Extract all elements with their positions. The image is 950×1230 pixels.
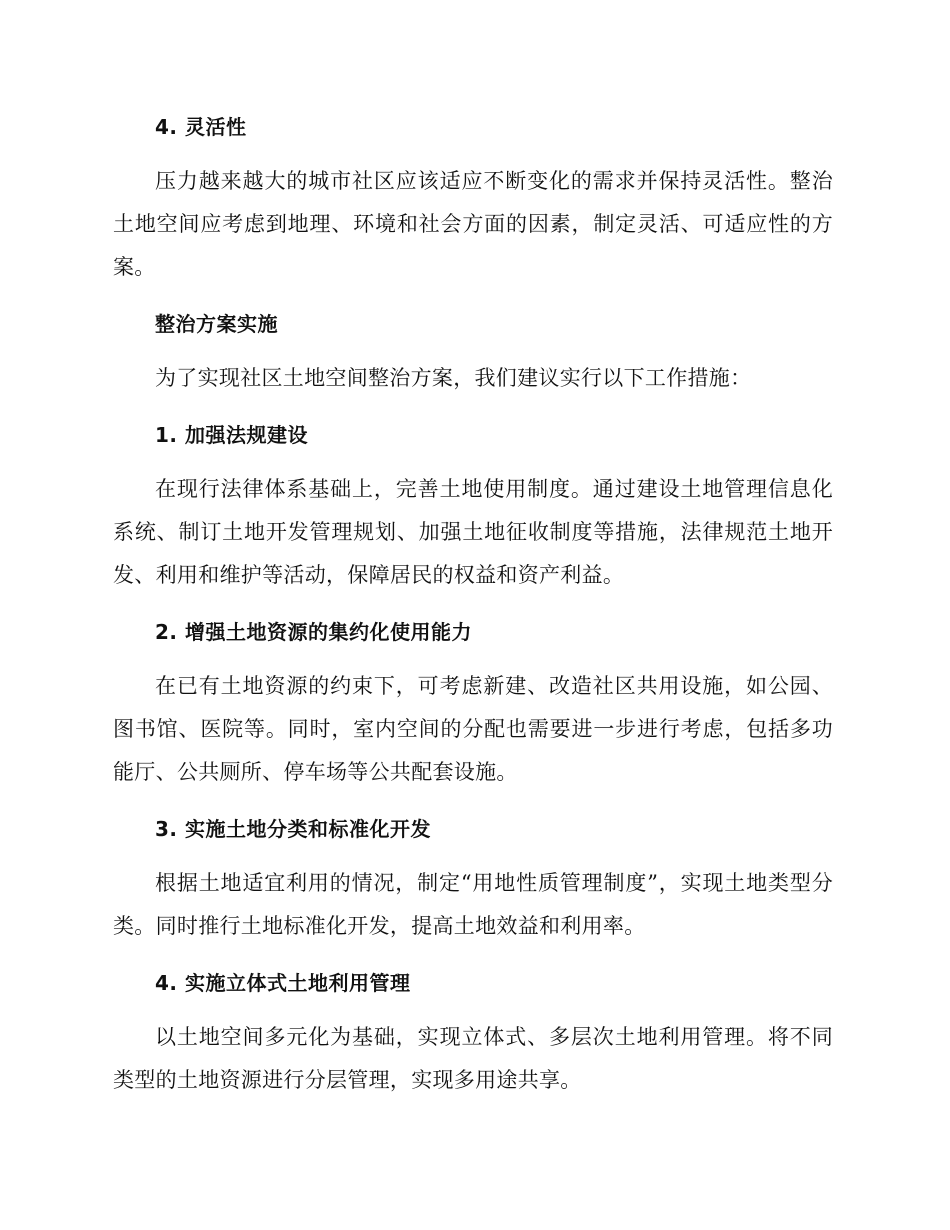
section-heading-implementation: 整治方案实施 <box>155 312 278 336</box>
spacer <box>113 948 833 960</box>
measure-paragraph-2: 在已有土地资源的约束下，可考虑新建、改造社区共用设施，如公园、图书馆、医院等。同时，室内空间的分配也需要进一步进行考虑，包括多功能厅、公共厕所、停车场等公共配套设施。 <box>113 674 833 784</box>
document-body <box>113 104 833 1102</box>
spacer <box>113 150 833 160</box>
measure-heading-2: 2. 增强土地资源的集约化使用能力 <box>155 620 472 644</box>
spacer <box>113 458 833 468</box>
spacer <box>113 794 833 806</box>
paragraph-implementation-intro: 为了实现社区土地空间整治方案，我们建议实行以下工作措施： <box>155 366 752 390</box>
spacer <box>113 655 833 665</box>
measure-paragraph-4: 以土地空间多元化为基础，实现立体式、多层次土地利用管理。将不同类型的土地资源进行分层管理，实现多用途共享。 <box>113 1025 833 1092</box>
paragraph-flexibility: 压力越来越大的城市社区应该适应不断变化的需求并保持灵活性。整治土地空间应考虑到地理、环境和社会方面的因素，制定灵活、可适应性的方案。 <box>113 169 833 279</box>
spacer <box>113 1006 833 1016</box>
measure-heading-3: 3. 实施土地分类和标准化开发 <box>155 817 431 841</box>
section-heading-flexibility: 4. 灵活性 <box>155 115 247 139</box>
spacer <box>113 400 833 412</box>
measure-heading-4: 4. 实施立体式土地利用管理 <box>155 971 411 995</box>
spacer <box>113 289 833 301</box>
spacer <box>113 852 833 862</box>
spacer <box>113 347 833 357</box>
measure-paragraph-1: 在现行法律体系基础上，完善土地使用制度。通过建设土地管理信息化系统、制订土地开发管理规划、加强土地征收制度等措施，法律规范土地开发、利用和维护等活动，保障居民的权益和资产利益。 <box>113 477 833 587</box>
measure-paragraph-3: 根据土地适宜利用的情况，制定“用地性质管理制度”，实现土地类型分类。同时推行土地标准化开发，提高土地效益和利用率。 <box>113 871 833 938</box>
measure-heading-1: 1. 加强法规建设 <box>155 423 308 447</box>
spacer <box>113 597 833 609</box>
